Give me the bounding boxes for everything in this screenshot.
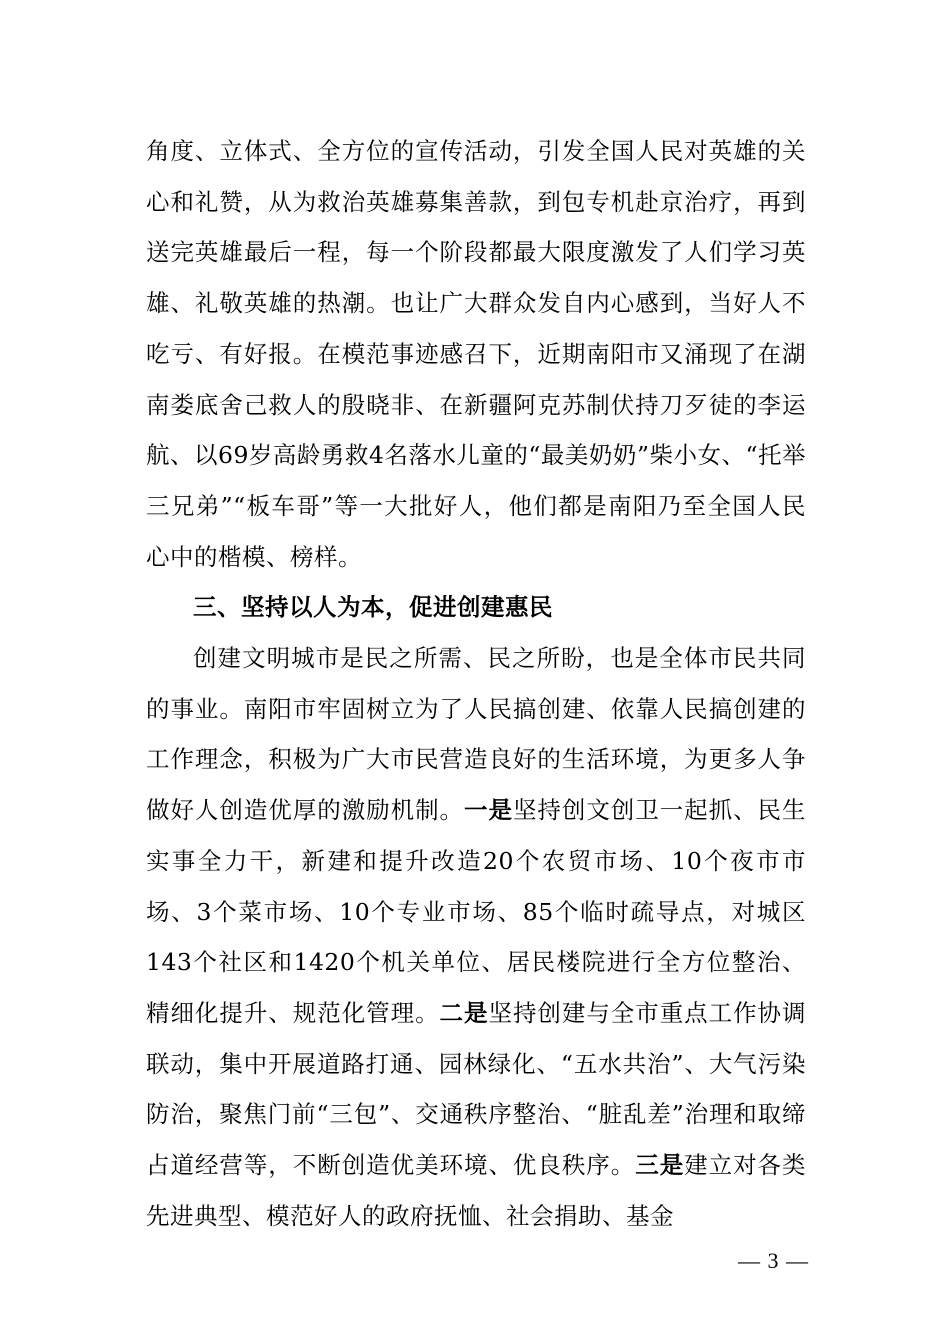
point-1-text: 坚持创文创卫一起抓、民生实事全力干，新建和提升改造20个农贸市场、10个夜市市场、3个菜市场、10个专业市场、85个临时疏导点，对城区143个社区和1420个机关单位、居民楼院进行全方位整治、精细化提升、规范化管理。 <box>146 796 807 1027</box>
point-marker-1: 一是 <box>464 796 513 825</box>
point-marker-3: 三是 <box>635 1151 685 1180</box>
point-3-text: 建立对各类先进典型、模范好人的政府抚恤、社会捐助、基金 <box>146 1151 807 1230</box>
paragraph-1: 角度、立体式、全方位的宣传活动，引发全国人民对英雄的关心和礼赞，从为救治英雄募集善款，到包专机赴京治疗，再到送完英雄最后一程，每一个阶段都最大限度激发了人们学习英雄、礼敬英雄的热潮。也让广大群众发自内心感到，当好人不吃亏、有好报。在模范事迹感召下，近期南阳市又涌现了在湖南娄底舍己救人的殷晓非、在新疆阿克苏制伏持刀歹徒的李运航、以69岁高龄勇救4名落水儿童的“最美奶奶”柴小女、“托举三兄弟”“板车哥”等一大批好人，他们都是南阳乃至全国人民心中的楷模、榜样。 <box>146 137 806 571</box>
section-heading-3: 三、坚持以人为本，促进创建惠民 <box>193 593 553 622</box>
point-2-text: 坚持创建与全市重点工作协调联动，集中开展道路打通、园林绿化、“五水共治”、大气污染防治，聚焦门前“三包”、交通秩序整治、“脏乱差”治理和取缔占道经营等，不断创造优美环境、优良秩序。 <box>146 998 807 1180</box>
point-marker-2: 二是 <box>439 998 489 1027</box>
document-body <box>146 126 806 1241</box>
paragraph-2-intro: 创建文明城市是民之所需、民之所盼，也是全体市民共同的事业。南阳市牢固树立为了人民搞创建、依靠人民搞创建的工作理念，积极为广大市民营造良好的生活环境，为更多人争做好人创造优厚的激励机制。 <box>146 644 806 825</box>
page-number: — 3 — <box>738 1248 809 1273</box>
paragraph-2 <box>146 633 806 1241</box>
